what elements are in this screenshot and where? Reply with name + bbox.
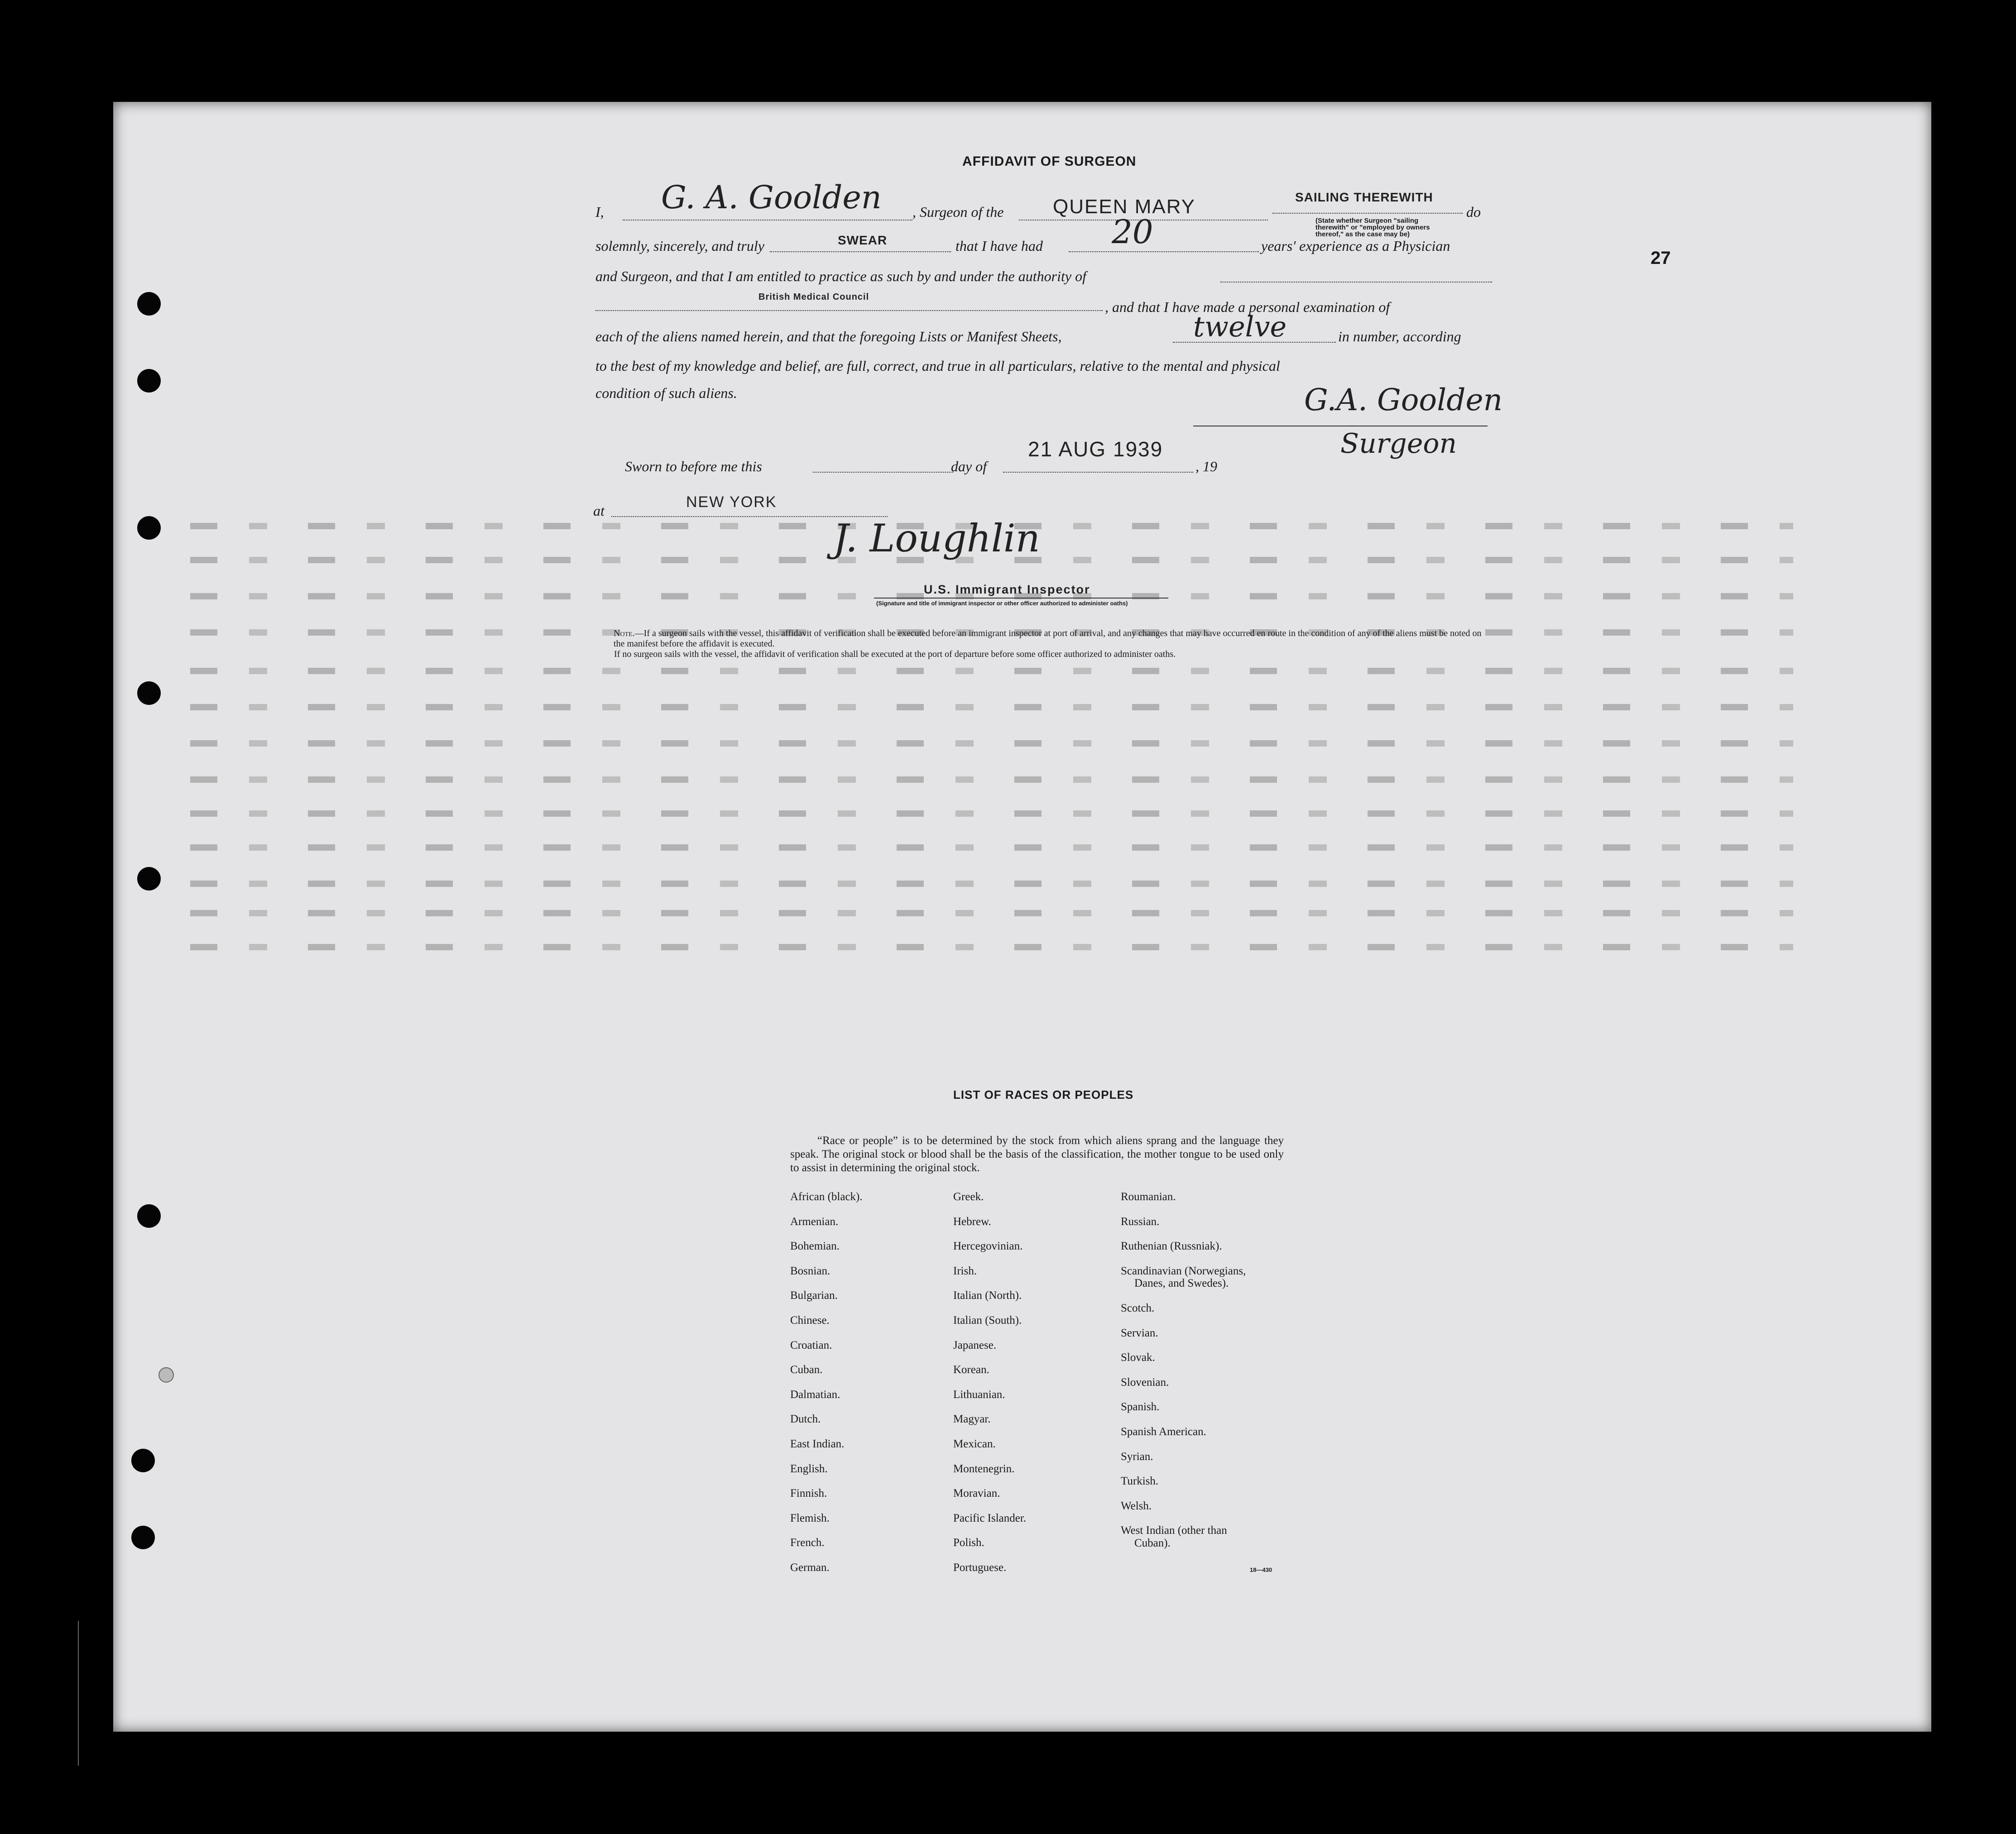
race-item: Italian (North). bbox=[953, 1289, 1022, 1302]
race-item: Korean. bbox=[953, 1364, 989, 1376]
race-item: Ruthenian (Russniak). bbox=[1121, 1240, 1222, 1253]
binder-hole bbox=[137, 681, 161, 705]
race-item: Slovak. bbox=[1121, 1351, 1155, 1364]
race-item: West Indian (other than bbox=[1121, 1524, 1227, 1537]
race-item: Roumanian. bbox=[1121, 1191, 1176, 1203]
authority-line: and Surgeon, and that I am entitled to practice as such by and under the authority of bbox=[595, 268, 1086, 284]
race-item: Magyar. bbox=[953, 1413, 991, 1426]
race-item: Finnish. bbox=[790, 1487, 827, 1500]
binder-hole bbox=[137, 292, 161, 316]
race-item: Japanese. bbox=[953, 1339, 997, 1351]
knowledge-line: to the best of my knowledge and belief, are full, correct, and true in all particulars, relative to the mental and physical bbox=[595, 358, 1280, 374]
race-item: French. bbox=[790, 1537, 825, 1549]
condition-line: condition of such aliens. bbox=[595, 385, 737, 401]
sheets-count-handwritten: twelve bbox=[1193, 310, 1287, 343]
race-item: Servian. bbox=[1121, 1326, 1158, 1339]
race-item: Spanish American. bbox=[1121, 1425, 1206, 1438]
place-stamp: NEW YORK bbox=[686, 493, 777, 511]
binder-hole bbox=[137, 867, 161, 891]
race-item: Spanish. bbox=[1121, 1401, 1160, 1413]
examination-line: , and that I have made a personal examination of bbox=[1105, 299, 1390, 315]
note-label: Note. bbox=[614, 628, 635, 638]
races-column-1 bbox=[790, 1185, 863, 1580]
race-item: Flemish. bbox=[790, 1512, 830, 1524]
races-column-2 bbox=[953, 1185, 1026, 1580]
surgeon-of-the-label: , Surgeon of the bbox=[912, 204, 1004, 220]
faded-manifest-rows bbox=[190, 514, 1793, 967]
sailing-note: (State whether Surgeon "sailing therewith" or "employed by owners thereof," as the case may be) bbox=[1315, 217, 1430, 238]
oath-type: SWEAR bbox=[838, 233, 888, 247]
inspector-signature: J. Loughlin bbox=[833, 516, 1040, 560]
sworn-label: Sworn to before me this bbox=[625, 458, 762, 474]
race-item: Dalmatian. bbox=[790, 1388, 840, 1401]
manifest-sheets-line: each of the aliens named herein, and that the foregoing Lists or Manifest Sheets, bbox=[595, 328, 1062, 345]
races-title: LIST OF RACES OR PEOPLES bbox=[953, 1088, 1134, 1101]
sailing-status: SAILING THEREWITH bbox=[1295, 190, 1433, 204]
race-item: Portuguese. bbox=[953, 1561, 1007, 1574]
do-label: do bbox=[1466, 204, 1481, 220]
race-item: Cuban. bbox=[790, 1364, 823, 1376]
inspector-title: U.S. Immigrant Inspector bbox=[924, 583, 1090, 596]
races-column-3 bbox=[1121, 1185, 1246, 1556]
note-text-1: —If a surgeon sails with the vessel, this affidavit of verification shall be executed before an immigrant inspector at port of arrival, and any changes that may have occurred en route in the condition of any of the aliens must be noted on the manifest before the affidavit is executed. bbox=[614, 628, 1482, 649]
race-item: Hebrew. bbox=[953, 1215, 991, 1228]
race-item: Dutch. bbox=[790, 1413, 821, 1426]
race-item: Scandinavian (Norwegians, bbox=[1121, 1264, 1246, 1277]
race-item: Bulgarian. bbox=[790, 1289, 838, 1302]
race-item: English. bbox=[790, 1462, 828, 1475]
form-number: 18—430 bbox=[1250, 1566, 1272, 1573]
race-item: Pacific Islander. bbox=[953, 1512, 1027, 1524]
race-item: Lithuanian. bbox=[953, 1388, 1005, 1401]
race-item: Bosnian. bbox=[790, 1264, 830, 1277]
sheet-number: 27 bbox=[1651, 248, 1671, 268]
race-item: German. bbox=[790, 1561, 830, 1574]
binder-hole bbox=[158, 1367, 174, 1383]
binder-hole bbox=[137, 516, 161, 540]
binder-hole bbox=[137, 1204, 161, 1228]
race-item: Chinese. bbox=[790, 1314, 830, 1326]
binder-hole bbox=[131, 1449, 155, 1472]
date-stamp: 21 AUG 1939 bbox=[1028, 437, 1163, 461]
race-item: Welsh. bbox=[1121, 1499, 1152, 1512]
race-item: Armenian. bbox=[790, 1215, 839, 1228]
day-of-label: day of bbox=[951, 458, 987, 474]
race-item: East Indian. bbox=[790, 1437, 845, 1450]
race-item: Cuban). bbox=[1134, 1537, 1171, 1549]
race-item: Montenegrin. bbox=[953, 1462, 1015, 1475]
note-text-2: If no surgeon sails with the vessel, the affidavit of verification shall be executed at the port of departure before some officer authorized to administer oaths. bbox=[614, 649, 1176, 659]
in-number-label: in number, according bbox=[1338, 328, 1461, 345]
race-item: Bohemian. bbox=[790, 1240, 840, 1253]
race-item: Greek. bbox=[953, 1191, 984, 1203]
race-item: Turkish. bbox=[1121, 1475, 1159, 1488]
race-item: Hercegovinian. bbox=[953, 1240, 1023, 1253]
race-item: Slovenian. bbox=[1121, 1376, 1169, 1389]
race-item: Danes, and Swedes). bbox=[1134, 1277, 1229, 1290]
affidavit-note bbox=[614, 628, 1492, 660]
race-item: Italian (South). bbox=[953, 1314, 1022, 1326]
affidavit-title: AFFIDAVIT OF SURGEON bbox=[962, 154, 1137, 169]
authority-value: British Medical Council bbox=[758, 292, 869, 302]
race-item: Irish. bbox=[953, 1264, 977, 1277]
race-item: Polish. bbox=[953, 1537, 984, 1549]
surgeon-signature: G.A. Goolden bbox=[1304, 383, 1503, 417]
race-item: Syrian. bbox=[1121, 1450, 1153, 1463]
surgeon-name-handwritten: G. A. Goolden bbox=[661, 179, 882, 216]
affidavit-i: I, bbox=[595, 204, 604, 220]
surgeon-title-handwritten: Surgeon bbox=[1340, 428, 1457, 460]
race-item: Moravian. bbox=[953, 1487, 1000, 1500]
solemnly-label: solemnly, sincerely, and truly bbox=[595, 238, 764, 254]
race-item: Mexican. bbox=[953, 1437, 996, 1450]
years-experience-label: years' experience as a Physician bbox=[1261, 238, 1450, 254]
race-item: African (black). bbox=[790, 1191, 863, 1203]
race-item: Croatian. bbox=[790, 1339, 832, 1351]
races-intro: “Race or people” is to be determined by the stock from which aliens sprang and the language they speak. The original stock or blood shall be the basis of the classification, the mother tongue to be used only to assist in determining the original stock. bbox=[790, 1135, 1284, 1174]
binder-hole bbox=[131, 1526, 155, 1549]
page-edge bbox=[78, 1621, 79, 1766]
at-label: at bbox=[593, 503, 605, 519]
year-label: , 19 bbox=[1195, 458, 1217, 474]
have-had-label: that I have had bbox=[955, 238, 1043, 254]
years-handwritten: 20 bbox=[1112, 213, 1153, 251]
inspector-caption: (Signature and title of immigrant inspector or other officer authorized to administer oaths) bbox=[876, 600, 1128, 607]
ship-name: QUEEN MARY bbox=[1053, 196, 1196, 218]
race-item: Scotch. bbox=[1121, 1302, 1155, 1314]
binder-hole bbox=[137, 369, 161, 393]
race-item: Russian. bbox=[1121, 1215, 1160, 1228]
